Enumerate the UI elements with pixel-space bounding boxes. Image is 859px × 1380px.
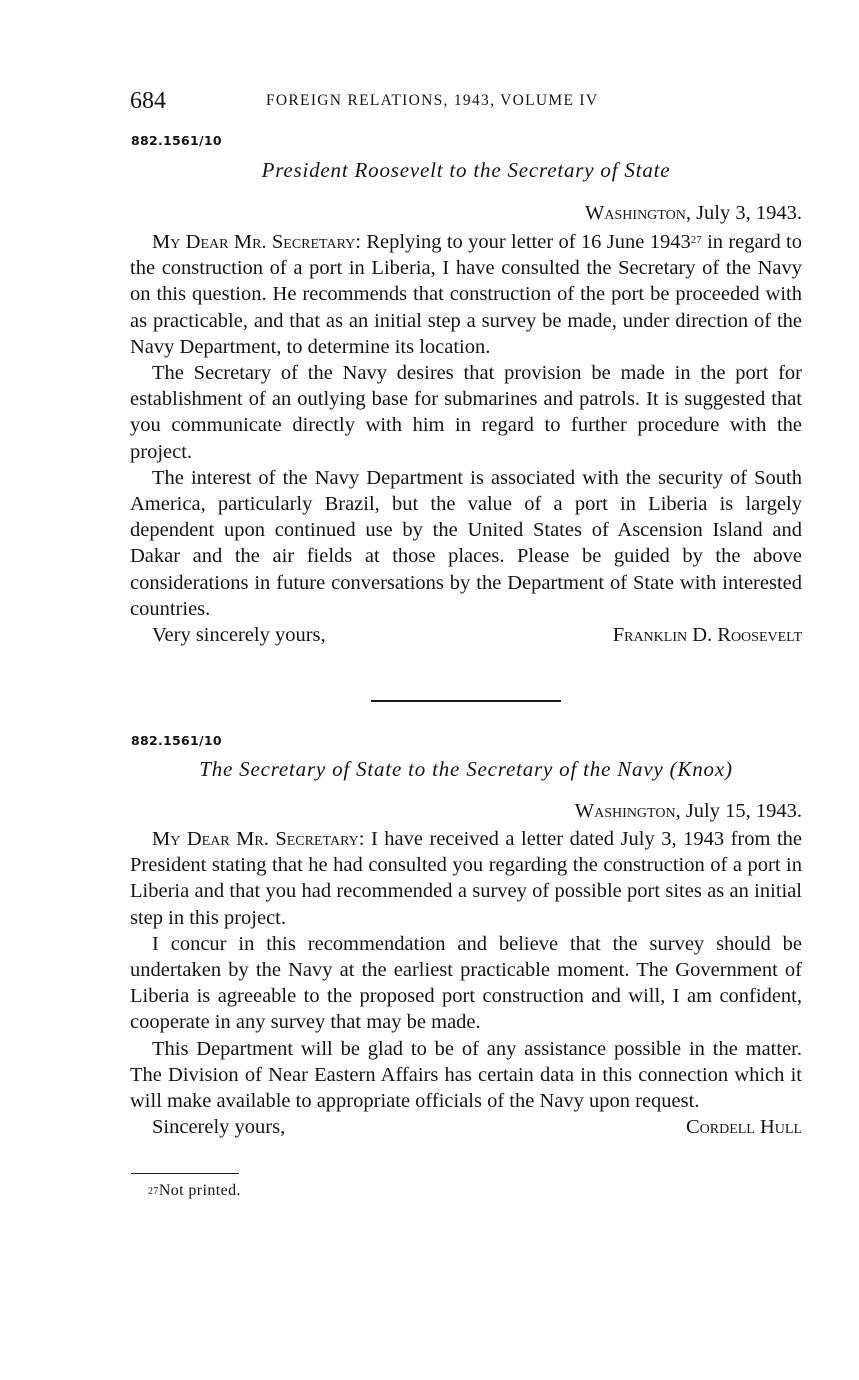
doc2-title-end: ) <box>724 757 733 781</box>
running-title: FOREIGN RELATIONS, 1943, VOLUME IV <box>266 92 599 109</box>
running-head <box>130 86 802 116</box>
doc2-paragraph-1 <box>130 826 802 931</box>
doc1-dateline <box>130 199 802 227</box>
doc1-p1-cont: in regard to the construction of a port in Liberia, I have consulted the Secretary of the Navy on this question. He recommends that construction of the port be proceeded with as practicable, and that as an initial step a survey be made, under direction of the Navy Department, to determine its location. <box>130 231 803 358</box>
footnote <box>148 1180 241 1202</box>
section-divider <box>371 700 561 702</box>
doc1-salutation: My Dear Mr. Secretary <box>152 231 356 253</box>
doc2-salutation: My Dear Mr. Secretary <box>152 828 359 850</box>
doc2-closing-row <box>130 1114 802 1140</box>
doc1-closing-row <box>130 622 802 648</box>
doc1-dateline-place: Washington <box>585 202 686 224</box>
doc1-paragraph-3: The interest of the Navy Department is associated with the security of South America, particularly Brazil, but the value of a port in Liberia is largely dependent upon continued use by the United States of Ascension Island and Dakar and the air fields at those places. Please be guided by the above considerations in future conversations by the Department of State with interested countries. <box>130 466 802 620</box>
doc1-signature: Franklin D. Roosevelt <box>612 624 802 647</box>
doc2-closing: Sincerely yours, <box>152 1116 286 1139</box>
footnote-text: Not printed. <box>158 1182 241 1199</box>
doc2-body <box>130 826 802 1140</box>
doc1-title: President Roosevelt to the Secretary of State <box>261 158 671 182</box>
doc1-p1-text: : Replying to your letter of 16 June 1943 <box>355 231 691 253</box>
doc2-p1-text: : I have received a letter dated July 3, 1943 from the President stating that he had consulted you regarding the construction of a port in Liberia and that you had recommended a survey of possible port sites as an initial step in this project. <box>130 828 802 929</box>
doc1-body <box>130 229 802 648</box>
doc2-title <box>130 755 802 783</box>
doc2-dateline <box>130 797 802 825</box>
doc2-title-name: Knox <box>677 757 725 781</box>
page-number: 684 <box>130 88 166 114</box>
footnote-rule <box>131 1173 239 1174</box>
doc1-paragraph-1 <box>130 229 802 360</box>
doc2-signature: Cordell Hull <box>685 1116 802 1139</box>
doc1-closing: Very sincerely yours, <box>152 624 326 647</box>
doc2-title-main: The Secretary of State to the Secretary of the Navy ( <box>199 757 678 781</box>
doc2-paragraph-3: This Department will be glad to be of any assistance possible in the matter. The Division of Near Eastern Affairs has certain data in this connection which it will make available to appropriate officials of the Navy upon request. <box>130 1037 802 1113</box>
doc2-dateline-date: , July 15, 1943. <box>675 800 802 822</box>
doc1-paragraph-2: The Secretary of the Navy desires that provision be made in the port for establishment of an outlying base for submarines and patrols. It is suggested that you communicate directly with him in regard to further procedure with the project. <box>130 362 802 463</box>
doc2-file-number: 882.1561/10 <box>131 733 222 748</box>
doc1-footnote-ref: 27 <box>690 234 702 246</box>
doc2-paragraph-2: I concur in this recommendation and believe that the survey should be undertaken by the Navy at the earliest practicable moment. The Government of Liberia is agreeable to the proposed port construction and will, I am confident, cooperate in any survey that may be made. <box>130 932 802 1034</box>
footnote-mark: 27 <box>148 1186 159 1197</box>
doc1-dateline-date: , July 3, 1943. <box>685 202 802 224</box>
doc1-file-number: 882.1561/10 <box>131 133 222 148</box>
doc2-dateline-place: Washington <box>574 800 676 822</box>
